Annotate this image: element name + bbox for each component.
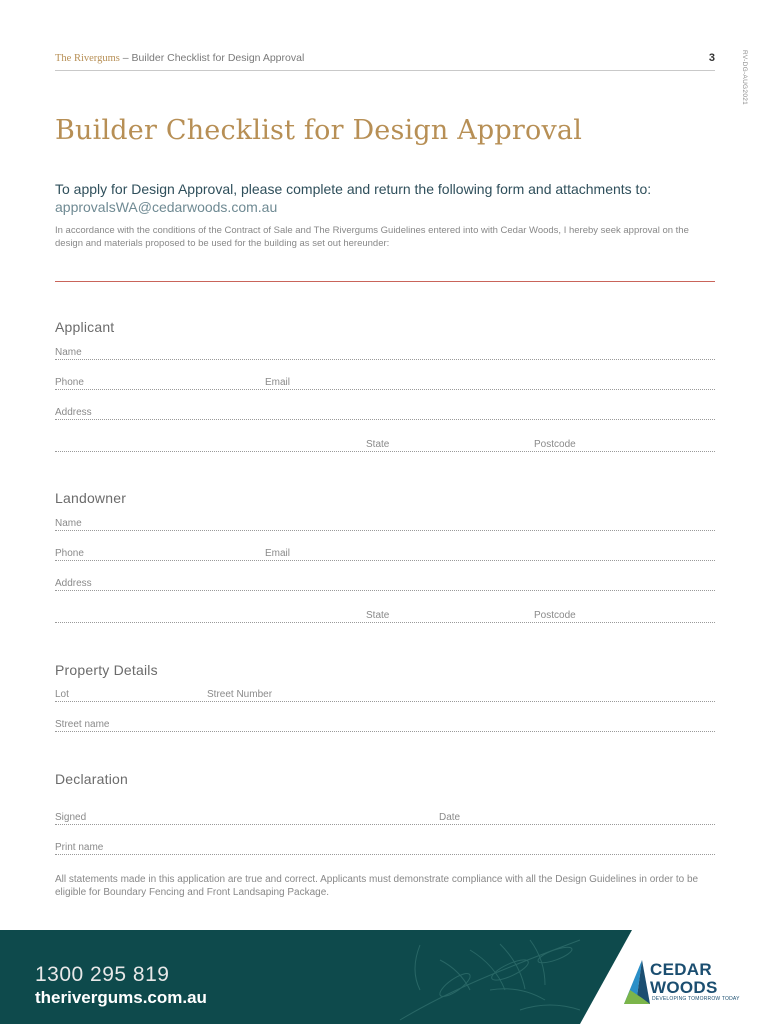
landowner-state-label: State [366, 610, 390, 621]
header-doc-title: Builder Checklist for Design Approval [131, 52, 305, 64]
lot-label: Lot [55, 689, 69, 700]
print-name-label: Print name [55, 842, 104, 853]
header-separator: – [119, 52, 132, 64]
property-heading: Property Details [55, 662, 158, 678]
applicant-contact-row[interactable] [55, 377, 715, 390]
cedar-woods-logo [622, 958, 742, 1008]
logo-word-cedar: CEDAR [650, 960, 712, 979]
declaration-heading: Declaration [55, 771, 129, 787]
footer-website-link[interactable]: therivergums.com.au [35, 988, 207, 1007]
print-name-field[interactable] [55, 842, 715, 855]
landowner-state-row[interactable] [55, 610, 715, 623]
landowner-phone-label: Phone [55, 548, 84, 559]
applicant-address-label: Address [55, 407, 92, 418]
applicant-state-label: State [366, 439, 390, 450]
declaration-statement: All statements made in this application are true and correct. Applicants must demonstrate compliance with all the Design Guidelines in order to be eligible for Boundary Fencing and Front Landsaping Package. [55, 874, 699, 898]
page-header [55, 52, 715, 71]
conditions-text: In accordance with the conditions of the Contract of Sale and The Rivergums Guidelines entered into with Cedar Woods, I hereby seek approval on the design and materials proposed to be used for the building as set out hereunder: [55, 225, 689, 249]
applicant-name-label: Name [55, 347, 82, 358]
landowner-address-field[interactable] [55, 578, 715, 591]
landowner-name-label: Name [55, 518, 82, 529]
street-name-label: Street name [55, 719, 110, 730]
applicant-heading: Applicant [55, 319, 115, 335]
logo-word-woods: WOODS [650, 978, 718, 997]
street-number-label: Street Number [207, 689, 273, 700]
header-brand: The Rivergums [55, 53, 120, 64]
applicant-postcode-label: Postcode [534, 439, 576, 450]
signed-label: Signed [55, 812, 87, 823]
landowner-email-label: Email [265, 548, 291, 559]
approval-email-link[interactable]: approvalsWA@cedarwoods.com.au [55, 199, 278, 215]
landowner-postcode-label: Postcode [534, 610, 576, 621]
page-title: Builder Checklist for Design Approval [55, 115, 583, 146]
applicant-address-field[interactable] [55, 407, 715, 420]
landowner-address-label: Address [55, 578, 92, 589]
section-divider [55, 281, 715, 282]
date-label: Date [439, 812, 461, 823]
intro-text [55, 180, 695, 216]
landowner-contact-row[interactable] [55, 548, 715, 561]
applicant-state-row[interactable] [55, 439, 715, 452]
property-lot-row[interactable] [55, 689, 715, 702]
page-number: 3 [708, 52, 715, 64]
applicant-email-label: Email [265, 377, 291, 388]
revision-code: RV-DG-AUG2021 [741, 50, 748, 106]
logo-tagline: DEVELOPING TOMORROW TODAY [652, 996, 740, 1002]
logo-triangle-icon [622, 958, 652, 1008]
signed-row[interactable] [55, 812, 715, 825]
landowner-heading: Landowner [55, 490, 127, 506]
street-name-field[interactable] [55, 719, 715, 732]
landowner-name-field[interactable] [55, 518, 715, 531]
intro-instruction: To apply for Design Approval, please complete and return the following form and attachments to: [55, 181, 652, 197]
applicant-phone-label: Phone [55, 377, 84, 388]
footer-phone[interactable]: 1300 295 819 [35, 963, 170, 986]
applicant-name-field[interactable] [55, 347, 715, 360]
